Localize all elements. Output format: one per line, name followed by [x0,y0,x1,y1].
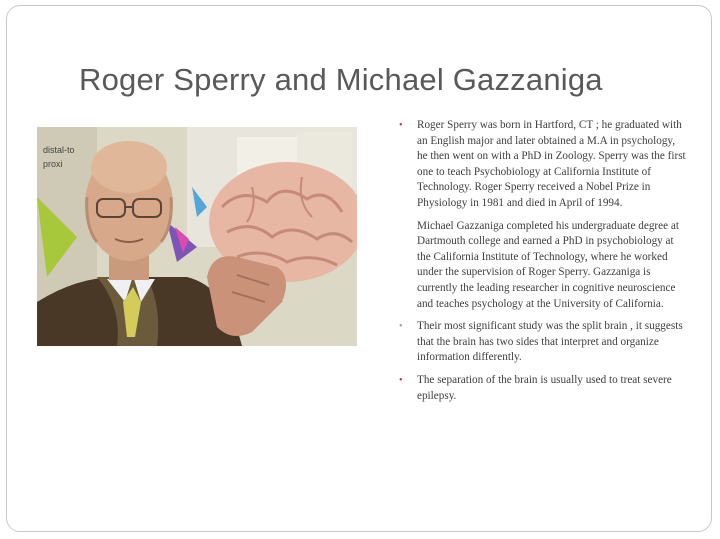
poster-label-1: distal-to [43,145,75,155]
bullet-marker: • [399,120,403,131]
portrait-photo [37,127,357,346]
poster-label-2: proxi [43,159,63,169]
bullet-item-sperry [397,118,687,212]
bullet-text: Roger Sperry was born in Hartford, CT ; he graduated with an English major and later obtained a M.A in psychology, he then went on with a PhD in Zoology. Sperry was the first one to teach Psychobiology at California Institute of Technology. Roger Sperry received a Nobel Prize in Physiology in 1981 and died in April of 1994. [417,119,686,209]
bullet-item-gazzaniga [397,219,687,313]
bullet-text: The separation of the brain is usually used to treat severe epilepsy. [417,373,672,402]
bullet-text: Their most significant study was the split brain , it suggests that the brain has two sides that interpret and organize information differently. [417,320,683,364]
bullet-marker: • [399,321,403,333]
bullet-item-split-brain [397,319,687,366]
bullet-item-epilepsy [397,373,687,404]
bullet-list [397,118,687,411]
bullet-marker: • [399,374,403,386]
bullet-text: Michael Gazzaniga completed his undergraduate degree at Dartmouth college and earned a PhD in psychobiology at the California Institute of Technology, where he worked under the supervision of Roger Sperry. Gazzaniga is currently the leading researcher in cognitive neuroscience and teaches psychology at the University of California. [417,219,679,310]
slide-title: Roger Sperry and Michael Gazzaniga [79,62,603,97]
